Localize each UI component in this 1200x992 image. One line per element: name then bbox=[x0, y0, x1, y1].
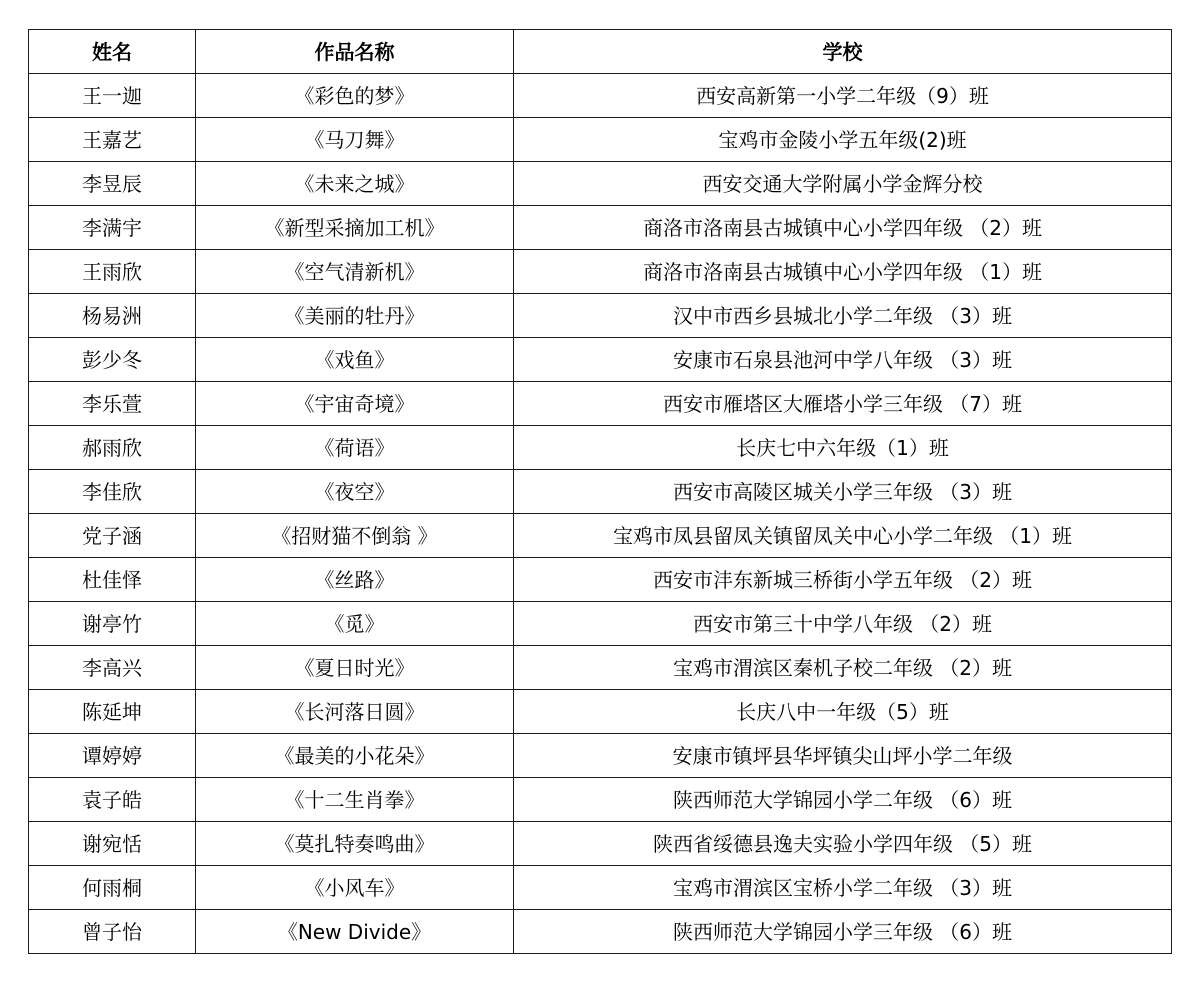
cell-work-title: 《最美的小花朵》 bbox=[196, 734, 514, 778]
table-row bbox=[29, 690, 1172, 734]
table-row bbox=[29, 866, 1172, 910]
table-row bbox=[29, 514, 1172, 558]
cell-name: 李满宇 bbox=[29, 206, 196, 250]
cell-name: 杜佳怿 bbox=[29, 558, 196, 602]
cell-work-title: 《New Divide》 bbox=[196, 910, 514, 954]
cell-name: 谭婷婷 bbox=[29, 734, 196, 778]
cell-work-title: 《美丽的牡丹》 bbox=[196, 294, 514, 338]
cell-name: 党子涵 bbox=[29, 514, 196, 558]
cell-school: 西安市雁塔区大雁塔小学三年级 （7）班 bbox=[514, 382, 1172, 426]
table-row bbox=[29, 558, 1172, 602]
cell-name: 李佳欣 bbox=[29, 470, 196, 514]
table-row bbox=[29, 910, 1172, 954]
cell-school: 长庆八中一年级（5）班 bbox=[514, 690, 1172, 734]
cell-school: 宝鸡市凤县留凤关镇留凤关中心小学二年级 （1）班 bbox=[514, 514, 1172, 558]
table-row bbox=[29, 338, 1172, 382]
cell-name: 李乐萱 bbox=[29, 382, 196, 426]
table-row bbox=[29, 822, 1172, 866]
header-work-title: 作品名称 bbox=[196, 30, 514, 74]
entries-table bbox=[28, 29, 1172, 954]
cell-school: 宝鸡市渭滨区宝桥小学二年级 （3）班 bbox=[514, 866, 1172, 910]
table-row bbox=[29, 778, 1172, 822]
cell-school: 商洛市洛南县古城镇中心小学四年级 （2）班 bbox=[514, 206, 1172, 250]
cell-work-title: 《空气清新机》 bbox=[196, 250, 514, 294]
cell-school: 安康市镇坪县华坪镇尖山坪小学二年级 bbox=[514, 734, 1172, 778]
cell-school: 宝鸡市金陵小学五年级(2)班 bbox=[514, 118, 1172, 162]
cell-work-title: 《莫扎特奏鸣曲》 bbox=[196, 822, 514, 866]
cell-work-title: 《宇宙奇境》 bbox=[196, 382, 514, 426]
cell-name: 谢宛恬 bbox=[29, 822, 196, 866]
header-row bbox=[29, 30, 1172, 74]
header-name: 姓名 bbox=[29, 30, 196, 74]
table-row bbox=[29, 382, 1172, 426]
cell-school: 商洛市洛南县古城镇中心小学四年级 （1）班 bbox=[514, 250, 1172, 294]
cell-school: 陕西师范大学锦园小学二年级 （6）班 bbox=[514, 778, 1172, 822]
cell-work-title: 《丝路》 bbox=[196, 558, 514, 602]
cell-work-title: 《荷语》 bbox=[196, 426, 514, 470]
cell-work-title: 《马刀舞》 bbox=[196, 118, 514, 162]
cell-name: 郝雨欣 bbox=[29, 426, 196, 470]
cell-school: 安康市石泉县池河中学八年级 （3）班 bbox=[514, 338, 1172, 382]
cell-school: 陕西师范大学锦园小学三年级 （6）班 bbox=[514, 910, 1172, 954]
header-school: 学校 bbox=[514, 30, 1172, 74]
cell-school: 西安交通大学附属小学金辉分校 bbox=[514, 162, 1172, 206]
table-header bbox=[29, 30, 1172, 74]
table-row bbox=[29, 74, 1172, 118]
cell-name: 袁子皓 bbox=[29, 778, 196, 822]
table-row bbox=[29, 734, 1172, 778]
cell-name: 王嘉艺 bbox=[29, 118, 196, 162]
cell-name: 杨易洲 bbox=[29, 294, 196, 338]
table-row bbox=[29, 470, 1172, 514]
cell-school: 陕西省绥德县逸夫实验小学四年级 （5）班 bbox=[514, 822, 1172, 866]
cell-school: 汉中市西乡县城北小学二年级 （3）班 bbox=[514, 294, 1172, 338]
table-row bbox=[29, 426, 1172, 470]
cell-school: 西安市第三十中学八年级 （2）班 bbox=[514, 602, 1172, 646]
cell-name: 彭少冬 bbox=[29, 338, 196, 382]
cell-work-title: 《戏鱼》 bbox=[196, 338, 514, 382]
cell-name: 王雨欣 bbox=[29, 250, 196, 294]
cell-work-title: 《觅》 bbox=[196, 602, 514, 646]
table-row bbox=[29, 206, 1172, 250]
table-row bbox=[29, 118, 1172, 162]
cell-name: 李昱辰 bbox=[29, 162, 196, 206]
cell-name: 李高兴 bbox=[29, 646, 196, 690]
cell-school: 宝鸡市渭滨区秦机子校二年级 （2）班 bbox=[514, 646, 1172, 690]
table-row bbox=[29, 250, 1172, 294]
cell-school: 西安市沣东新城三桥街小学五年级 （2）班 bbox=[514, 558, 1172, 602]
cell-name: 王一迦 bbox=[29, 74, 196, 118]
table-row bbox=[29, 602, 1172, 646]
cell-work-title: 《十二生肖拳》 bbox=[196, 778, 514, 822]
cell-work-title: 《招财猫不倒翁 》 bbox=[196, 514, 514, 558]
cell-work-title: 《新型采摘加工机》 bbox=[196, 206, 514, 250]
cell-work-title: 《未来之城》 bbox=[196, 162, 514, 206]
table-row bbox=[29, 162, 1172, 206]
cell-work-title: 《小风车》 bbox=[196, 866, 514, 910]
cell-school: 西安高新第一小学二年级（9）班 bbox=[514, 74, 1172, 118]
cell-work-title: 《彩色的梦》 bbox=[196, 74, 514, 118]
cell-work-title: 《长河落日圆》 bbox=[196, 690, 514, 734]
cell-work-title: 《夏日时光》 bbox=[196, 646, 514, 690]
table-body bbox=[29, 74, 1172, 954]
cell-work-title: 《夜空》 bbox=[196, 470, 514, 514]
cell-name: 何雨桐 bbox=[29, 866, 196, 910]
cell-name: 陈延坤 bbox=[29, 690, 196, 734]
table-row bbox=[29, 646, 1172, 690]
cell-school: 西安市高陵区城关小学三年级 （3）班 bbox=[514, 470, 1172, 514]
table-row bbox=[29, 294, 1172, 338]
cell-school: 长庆七中六年级（1）班 bbox=[514, 426, 1172, 470]
cell-name: 曾子怡 bbox=[29, 910, 196, 954]
cell-name: 谢亭竹 bbox=[29, 602, 196, 646]
